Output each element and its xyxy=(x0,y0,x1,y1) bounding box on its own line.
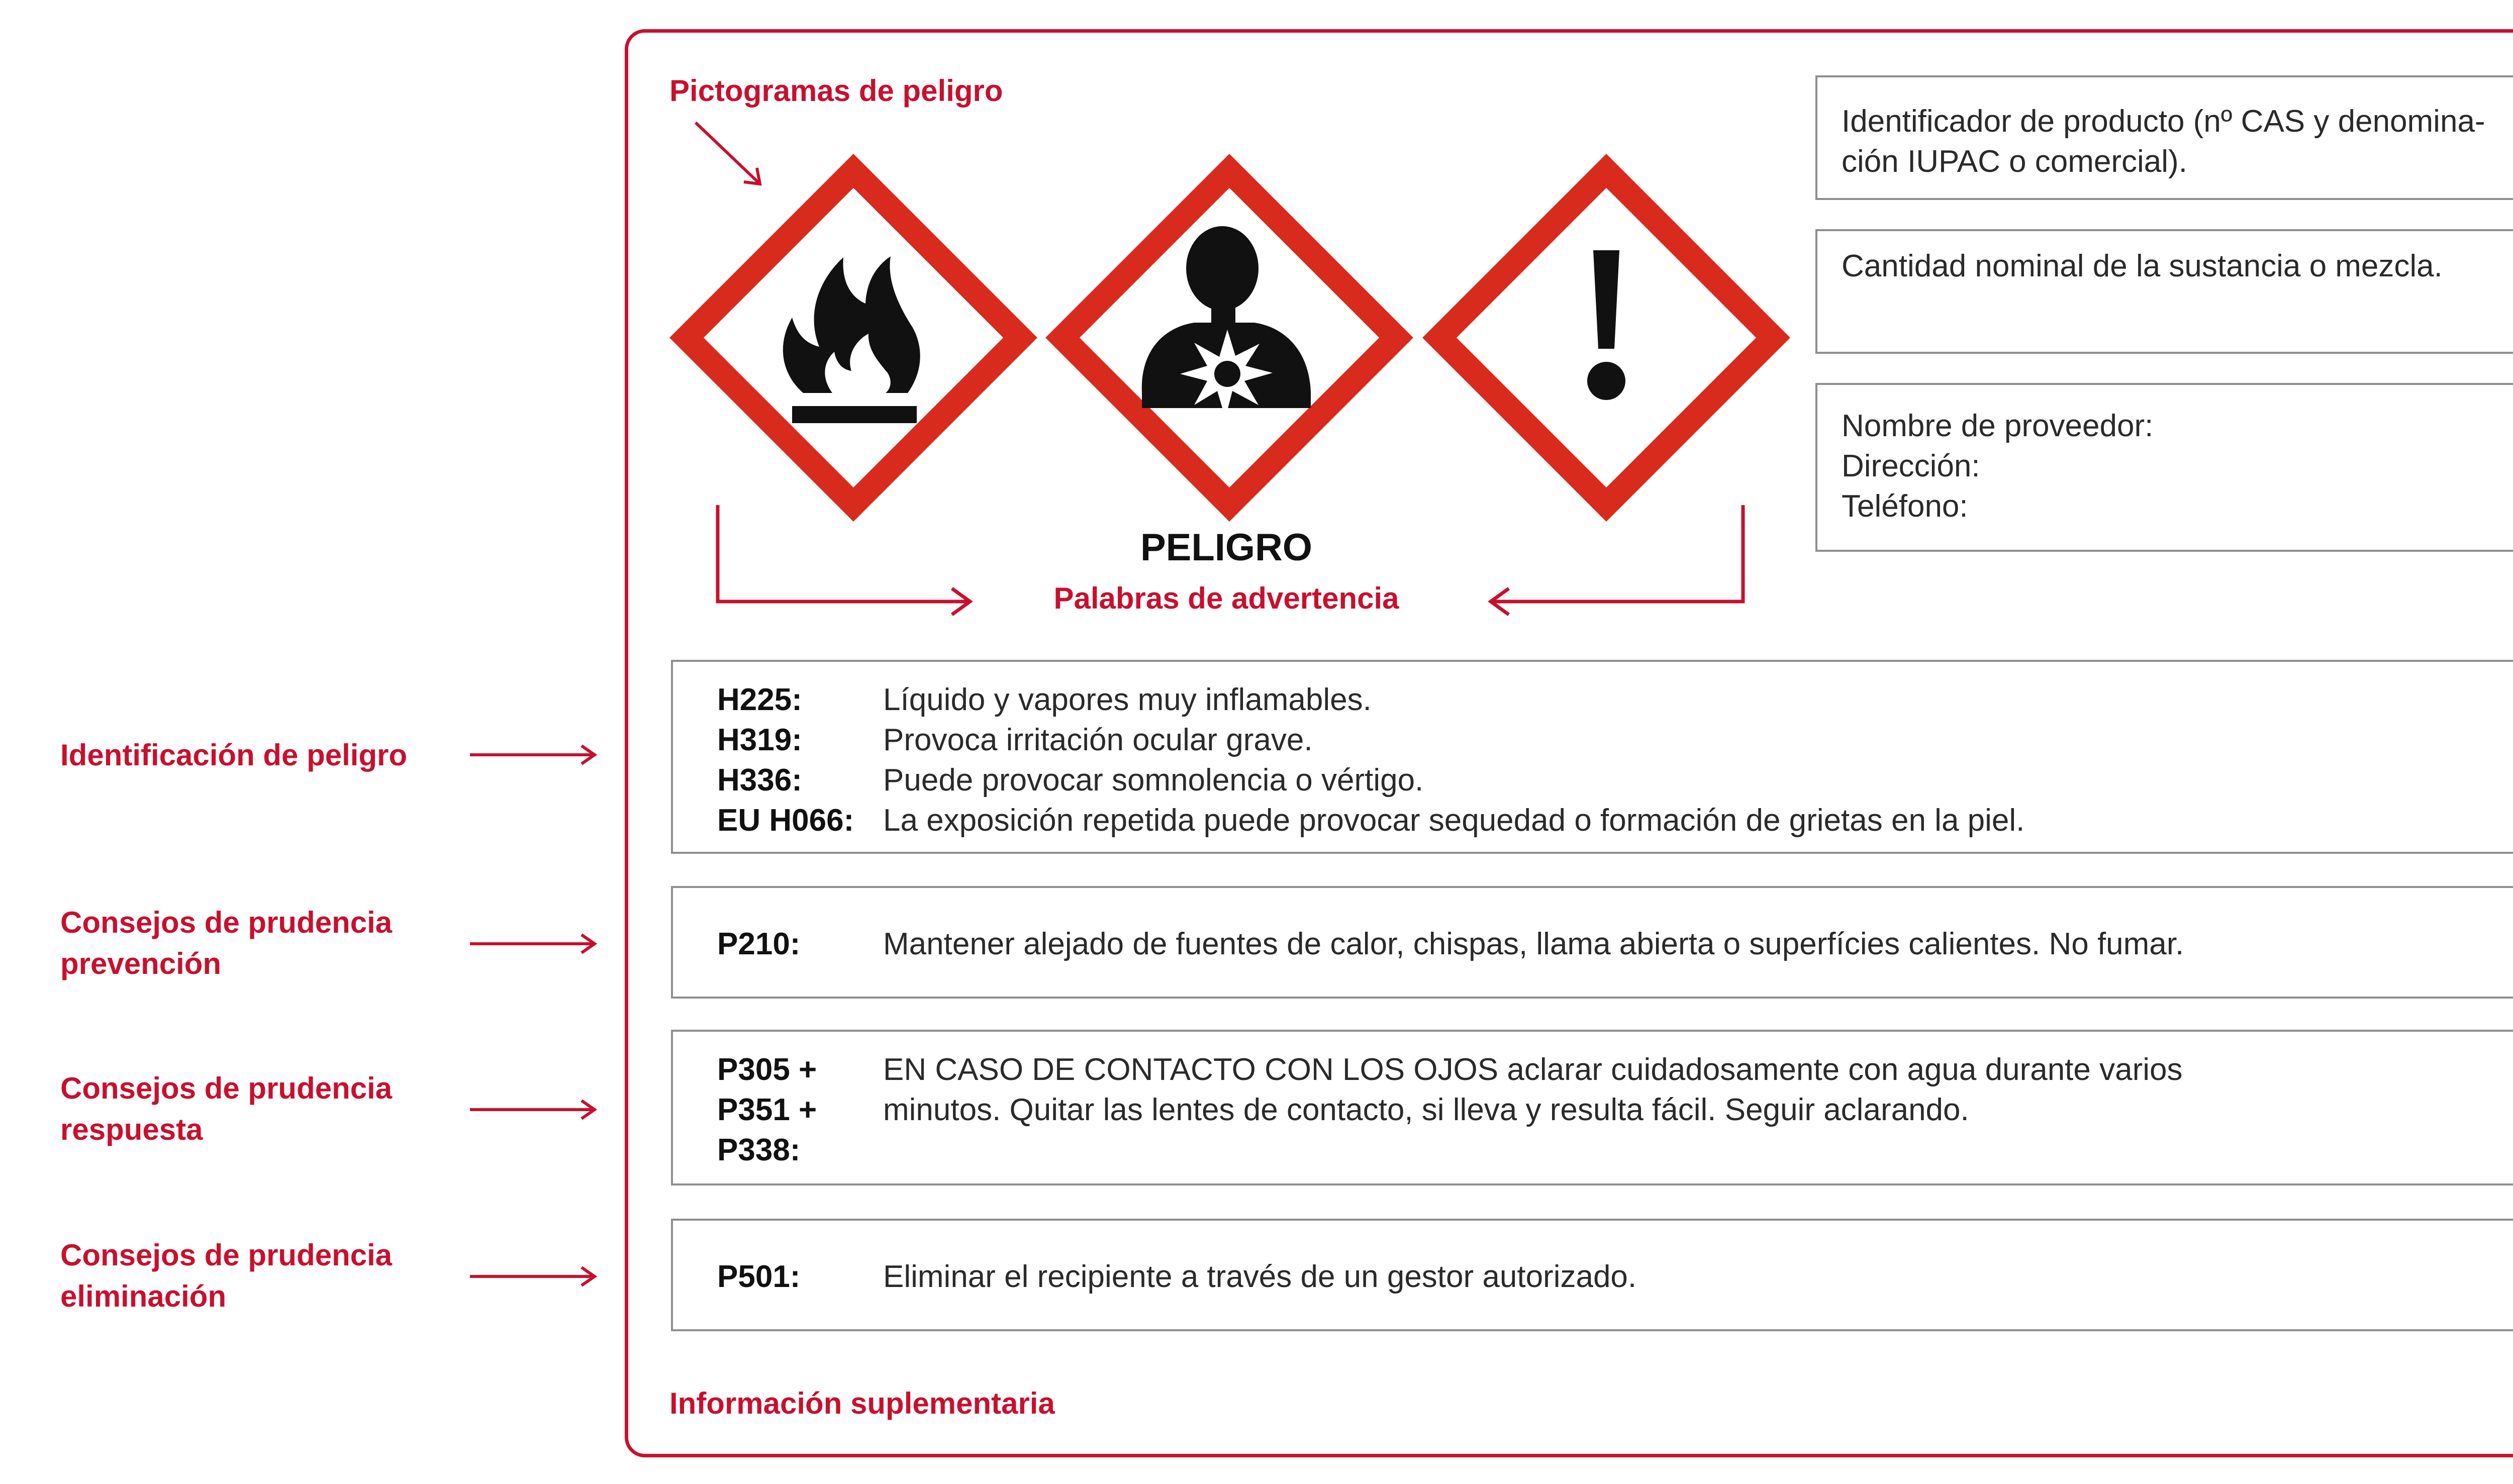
arrow-right-icon xyxy=(470,934,601,954)
signal-word: PELIGRO xyxy=(1140,526,1313,569)
flame-icon xyxy=(672,157,1034,519)
arrow-right-icon xyxy=(470,745,601,765)
prevention-code: P210: xyxy=(717,927,801,961)
hazard-text: Líquido y vapores muy inflamables. xyxy=(883,682,1372,717)
side-label-line: eliminación xyxy=(60,1279,227,1313)
hazard-statement-row xyxy=(673,760,2513,801)
hazard-code: H319: xyxy=(717,723,802,757)
side-label-line: Consejos de prudencia xyxy=(60,1238,393,1272)
product-identifier-box xyxy=(1815,75,2513,200)
hazard-code: H336: xyxy=(717,763,802,798)
hazard-statement-row xyxy=(673,801,2513,841)
side-label-line: Consejos de prudencia xyxy=(60,906,393,939)
product-identifier-text: Identificador de producto (nº CAS y denomina- ción IUPAC o comercial). xyxy=(1842,104,2485,179)
side-label-line: respuesta xyxy=(60,1113,203,1146)
response-text-line: minutos. Quitar las lentes de contacto, si lleva y resulta fácil. Seguir aclarando. xyxy=(883,1093,1969,1127)
hazard-statement-row xyxy=(673,680,2513,720)
supplier-box xyxy=(1815,383,2513,552)
disposal-code: P501: xyxy=(717,1259,801,1294)
exclamation-mark-icon xyxy=(1425,157,1787,519)
response-box xyxy=(671,1030,2513,1185)
hazard-code: EU H066: xyxy=(717,803,854,838)
bracket-arrow-left-icon xyxy=(716,505,977,616)
hazard-text: Provoca irritación ocular grave. xyxy=(883,723,1313,757)
side-label-line: Consejos de prudencia xyxy=(60,1071,393,1105)
response-text-line: EN CASO DE CONTACTO CON LOS OJOS aclarar cuidadosamente con agua durante varios xyxy=(883,1052,2183,1087)
side-label-prevention xyxy=(60,902,392,984)
arrow-right-icon xyxy=(470,1100,601,1120)
side-label-line: prevención xyxy=(60,947,222,980)
hazard-text: La exposición repetida puede provocar sequedad o formación de grietas en la piel. xyxy=(883,803,2025,838)
health-hazard-icon xyxy=(1048,157,1410,519)
disposal-text: Eliminar el recipiente a través de un gestor autorizado. xyxy=(883,1259,1637,1294)
hazard-statement-row xyxy=(673,720,2513,760)
side-label-response xyxy=(60,1068,392,1150)
side-label-hazard-identification xyxy=(60,735,407,776)
nominal-quantity-box xyxy=(1815,229,2513,354)
supplementary-info-heading: Información suplementaria xyxy=(669,1387,1055,1420)
signal-word-caption: Palabras de advertencia xyxy=(1053,581,1399,615)
supplier-text: Nombre de proveedor: Dirección: Teléfono: xyxy=(1842,409,2154,524)
prevention-text: Mantener alejado de fuentes de calor, chispas, llama abierta o superfícies calientes. No fumar. xyxy=(883,927,2184,961)
arrow-right-icon xyxy=(470,1266,601,1287)
prevention-box xyxy=(671,886,2513,999)
hazard-code: H225: xyxy=(717,682,802,717)
pictograms-heading: Pictogramas de peligro xyxy=(669,74,1003,108)
side-label-line: Identificación de peligro xyxy=(60,738,408,772)
side-label-disposal xyxy=(60,1235,392,1317)
hazard-statements-box xyxy=(671,660,2513,854)
disposal-box xyxy=(671,1219,2513,1331)
nominal-quantity-text: Cantidad nominal de la sustancia o mezcla. xyxy=(1842,249,2443,283)
hazard-text: Puede provocar somnolencia o vértigo. xyxy=(883,763,1424,798)
response-code: P305 + P351 + P338: xyxy=(717,1052,817,1167)
bracket-arrow-right-icon xyxy=(1486,505,1747,616)
